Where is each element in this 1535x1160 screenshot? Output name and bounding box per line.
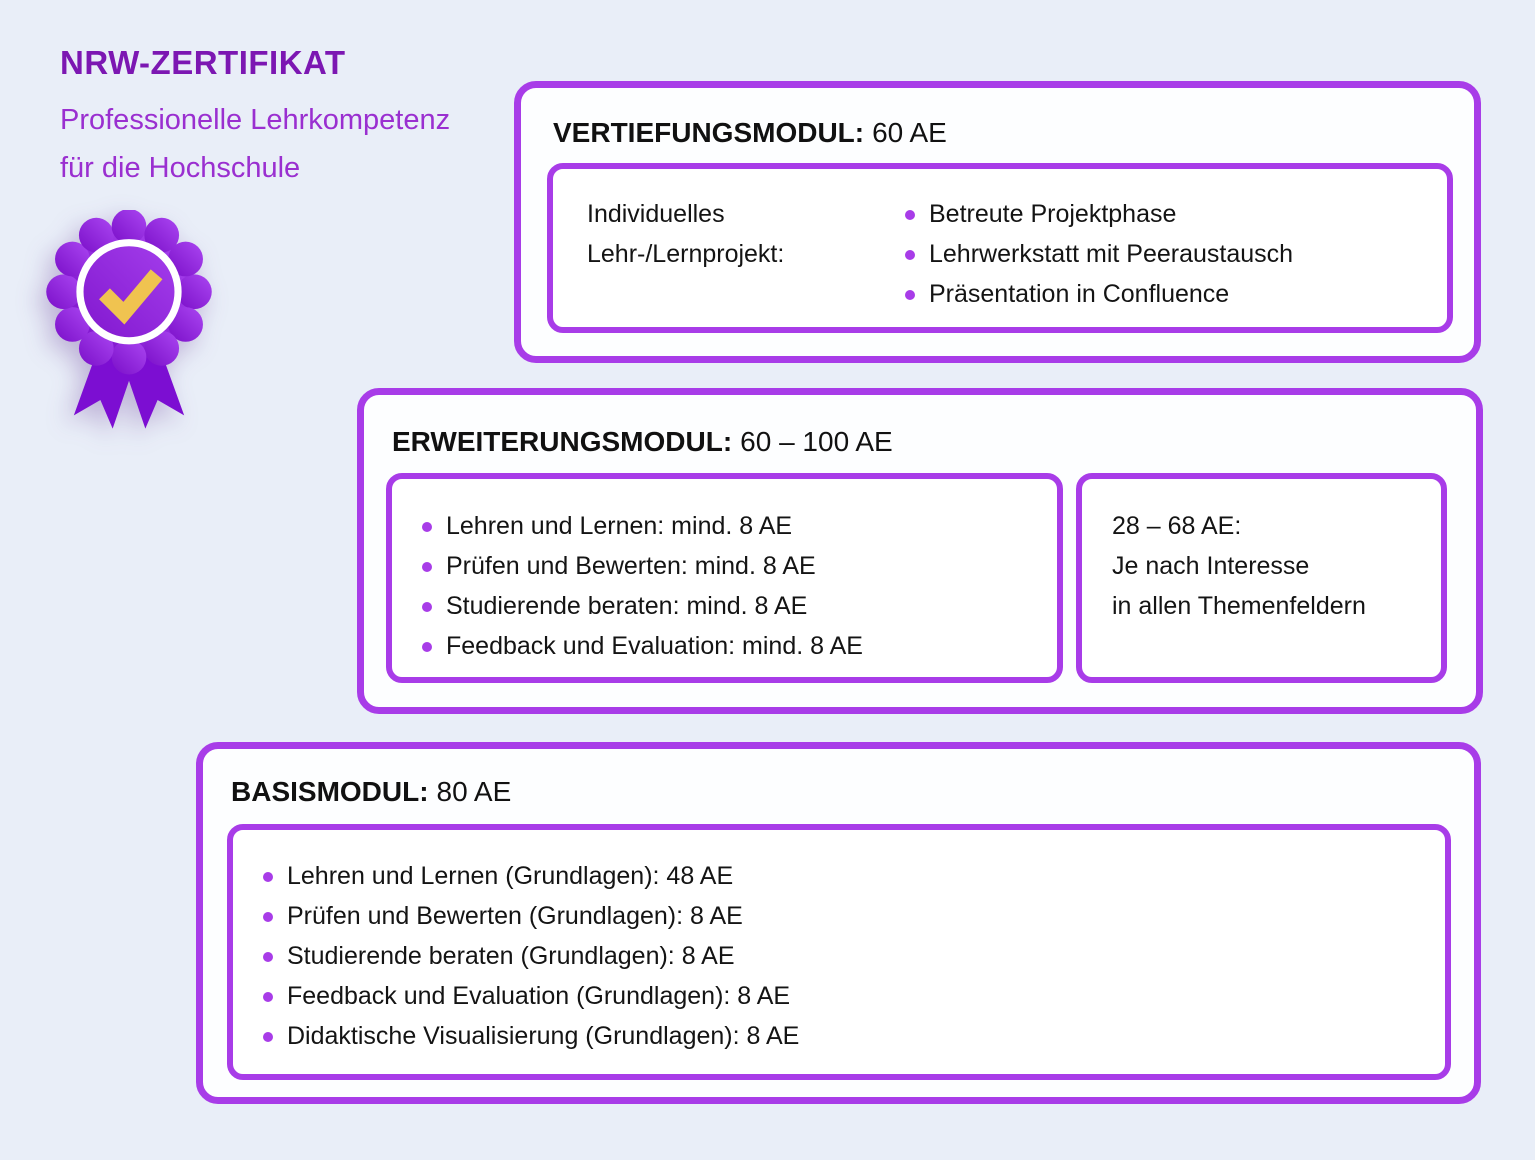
erweiterungsmodul-side-note-box: [1076, 473, 1447, 683]
list-item: [422, 506, 863, 546]
basismodul-inner-box: [227, 824, 1451, 1080]
list-item-text: Feedback und Evaluation: mind. 8 AE: [446, 632, 863, 660]
list-item-text: Lehrwerkstatt mit Peeraustausch: [929, 240, 1294, 268]
list-item: [905, 234, 1293, 274]
list-item-text: Feedback und Evaluation (Grundlagen): 8 AE: [287, 982, 791, 1010]
list-item: [263, 976, 799, 1016]
vertiefungsmodul-inner-box: [547, 163, 1453, 333]
list-item: [905, 274, 1293, 314]
basismodul-bullet-list: [263, 856, 799, 1056]
list-item: [263, 936, 799, 976]
list-item: [263, 1016, 799, 1056]
erweiterungsmodul-box: [357, 388, 1483, 714]
vertiefungsmodul-label: VERTIEFUNGSMODUL:: [553, 117, 865, 148]
list-item-text: Studierende beraten (Grundlagen): 8 AE: [287, 942, 735, 970]
bullet-icon: [905, 210, 915, 220]
list-item-text: Betreute Projektphase: [929, 200, 1177, 228]
list-item-text: Präsentation in Confluence: [929, 280, 1230, 308]
subtitle-line-1: Professionelle Lehrkompetenz: [60, 104, 451, 136]
page-title: NRW-ZERTIFIKAT: [60, 44, 346, 81]
list-item: [905, 194, 1293, 234]
vertiefungsmodul-box: [514, 81, 1481, 363]
vertiefungsmodul-project-label: [587, 194, 784, 274]
bullet-icon: [422, 602, 432, 612]
project-label-line-2: Lehr-/Lernprojekt:: [587, 240, 785, 268]
list-item-text: Lehren und Lernen: mind. 8 AE: [446, 512, 793, 540]
bullet-icon: [422, 642, 432, 652]
bullet-icon: [263, 992, 273, 1002]
basismodul-title: [231, 776, 511, 808]
header: [60, 44, 450, 192]
certificate-rosette-badge-icon: [44, 210, 214, 445]
bullet-icon: [263, 872, 273, 882]
bullet-icon: [905, 290, 915, 300]
side-note-line-2: Je nach Interesse: [1112, 552, 1310, 580]
page-subtitle: [60, 96, 450, 192]
vertiefungsmodul-bullet-list: [905, 194, 1293, 314]
bullet-icon: [263, 1032, 273, 1042]
bullet-icon: [422, 522, 432, 532]
vertiefungsmodul-title: [553, 117, 947, 149]
vertiefungsmodul-value: 60 AE: [872, 117, 947, 148]
rosette-scallops: [46, 210, 212, 375]
erweiterungsmodul-bullet-list: [422, 506, 863, 666]
erweiterungsmodul-title: [392, 426, 893, 458]
side-note-line-3: in allen Themenfeldern: [1112, 592, 1366, 620]
list-item: [422, 626, 863, 666]
bullet-icon: [263, 912, 273, 922]
bullet-icon: [905, 250, 915, 260]
list-item-text: Studierende beraten: mind. 8 AE: [446, 592, 808, 620]
list-item-text: Prüfen und Bewerten: mind. 8 AE: [446, 552, 816, 580]
list-item-text: Didaktische Visualisierung (Grundlagen): 8 AE: [287, 1022, 800, 1050]
side-note-line-1: 28 – 68 AE:: [1112, 512, 1242, 540]
subtitle-line-2: für die Hochschule: [60, 152, 301, 184]
erweiterungsmodul-value: 60 – 100 AE: [740, 426, 893, 457]
erweiterungsmodul-side-note: [1112, 506, 1366, 626]
erweiterungsmodul-topics-box: [386, 473, 1063, 683]
bullet-icon: [263, 952, 273, 962]
basismodul-box: [196, 742, 1481, 1104]
list-item-text: Lehren und Lernen (Grundlagen): 48 AE: [287, 862, 734, 890]
project-label-line-1: Individuelles: [587, 200, 725, 228]
list-item-text: Prüfen und Bewerten (Grundlagen): 8 AE: [287, 902, 743, 930]
list-item: [263, 896, 799, 936]
list-item: [422, 586, 863, 626]
list-item: [263, 856, 799, 896]
list-item: [422, 546, 863, 586]
bullet-icon: [422, 562, 432, 572]
basismodul-label: BASISMODUL:: [231, 776, 429, 807]
basismodul-value: 80 AE: [436, 776, 512, 807]
erweiterungsmodul-label: ERWEITERUNGSMODUL:: [392, 426, 733, 457]
